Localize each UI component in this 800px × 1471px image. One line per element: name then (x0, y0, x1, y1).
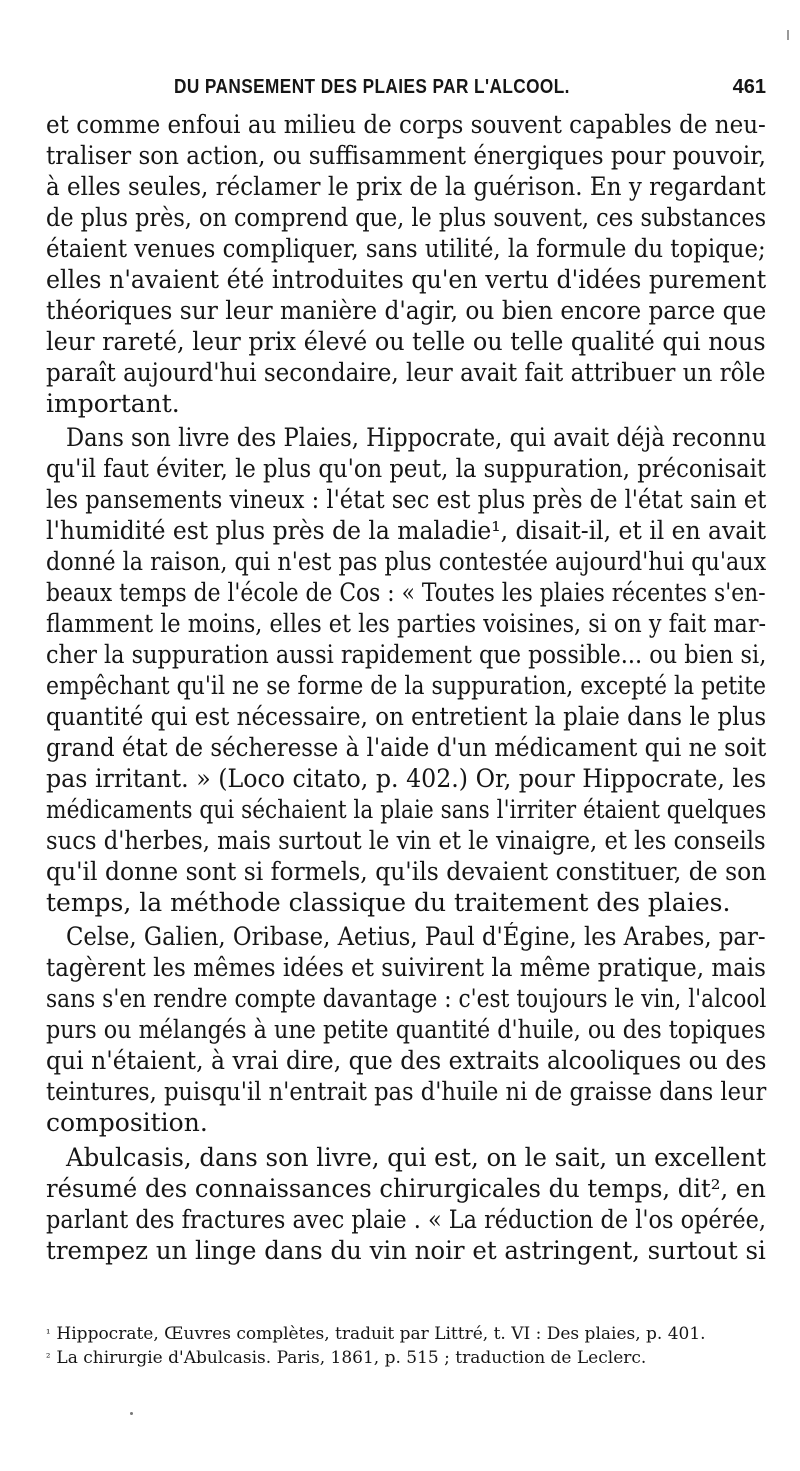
text-line: flamment le moins, elles et les parties voisines, si on y fait mar- (46, 609, 767, 638)
text-line: tagèrent les mêmes idées et suivirent la même pratique, mais (46, 953, 766, 982)
footnote-marker: ² (46, 1351, 51, 1364)
footnote (46, 1346, 766, 1370)
text-line: sucs d'herbes, mais surtout le vin et le vinaigre, et les conseils (46, 826, 766, 855)
text-line: purs ou mélangés à une petite quantité d'huile, ou des topiques (46, 1015, 766, 1044)
text-line: à elles seules, réclamer le prix de la guérison. En y regardant (46, 172, 766, 201)
text-line: Dans son livre des Plaies, Hippocrate, qui avait déjà reconnu (66, 423, 767, 452)
footnote (46, 1322, 766, 1346)
footnote-text: Hippocrate, Œuvres complètes, traduit par Littré, t. VI : Des plaies, p. 401. (56, 1324, 706, 1344)
text-line: Abulcasis, dans son livre, qui est, on le sait, un excellent (66, 1143, 766, 1172)
text-line: temps, la méthode classique du traitement des plaies. (46, 888, 731, 917)
text-line: résumé des connaissances chirurgicales du temps, dit², en (46, 1174, 766, 1203)
text-line: de plus près, on comprend que, le plus souvent, ces substances (46, 203, 767, 232)
text-line: empêchant qu'il ne se forme de la suppuration, excepté la petite (46, 671, 767, 700)
text-line: traliser son action, ou suffisamment énergiques pour pouvoir, (46, 141, 767, 170)
text-line: qui n'étaient, à vrai dire, que des extraits alcooliques ou des (46, 1046, 767, 1075)
text-line: théoriques sur leur manière d'agir, ou bien encore parce que (46, 296, 767, 325)
text-line: quantité qui est nécessaire, on entretient la plaie dans le plus (46, 702, 767, 731)
text-line: pas irritant. » (Loco citato, p. 402.) Or, pour Hippocrate, les (46, 764, 767, 793)
text-line: les pansements vineux : l'état sec est plus près de l'état sain et (46, 485, 767, 514)
text-line: trempez un linge dans du vin noir et astringent, surtout si (46, 1236, 766, 1265)
scan-mark (787, 30, 789, 40)
text-line: cher la suppuration aussi rapidement que possible... ou bien si, (46, 640, 767, 669)
scan-speck (130, 1412, 133, 1415)
footnote-marker: ¹ (46, 1327, 51, 1340)
text-line: donné la raison, qui n'est pas plus contestée aujourd'hui qu'aux (46, 547, 767, 576)
text-line: important. (46, 389, 180, 418)
running-head: DU PANSEMENT DES PLAIES PAR L'ALCOOL. (174, 76, 570, 98)
text-line: sans s'en rendre compte davantage : c'est toujours le vin, l'alcool (46, 984, 767, 1013)
text-line: leur rareté, leur prix élevé ou telle ou telle qualité qui nous (46, 327, 766, 356)
page-header (46, 74, 766, 104)
text-line: paraît aujourd'hui secondaire, leur avait fait attribuer un rôle (46, 358, 766, 387)
text-line: Celse, Galien, Oribase, Aetius, Paul d'Égine, les Arabes, par- (66, 922, 766, 951)
text-line: l'humidité est plus près de la maladie¹, disait-il, et il en avait (46, 516, 767, 545)
text-line: étaient venues compliquer, sans utilité, la formule du topique; (46, 234, 766, 263)
text-line: qu'il faut éviter, le plus qu'on peut, la suppuration, préconisait (46, 454, 767, 483)
text-line: elles n'avaient été introduites qu'en vertu d'idées purement (46, 265, 767, 294)
text-line: médicaments qui séchaient la plaie sans l'irriter étaient quelques (46, 795, 767, 824)
text-line: grand état de sécheresse à l'aide d'un médicament qui ne soit (46, 733, 767, 762)
footnote-text: La chirurgie d'Abulcasis. Paris, 1861, p. 515 ; traduction de Leclerc. (56, 1348, 647, 1368)
text-line: parlant des fractures avec plaie . « La réduction de l'os opérée, (46, 1205, 766, 1234)
text-line: qu'il donne sont si formels, qu'ils devaient constituer, de son (46, 857, 767, 886)
text-line: beaux temps de l'école de Cos : « Toutes les plaies récentes s'en- (46, 578, 766, 607)
text-line: et comme enfoui au milieu de corps souvent capables de neu- (46, 110, 766, 139)
text-line: teintures, puisqu'il n'entrait pas d'huile ni de graisse dans leur (46, 1077, 767, 1106)
text-line: composition. (46, 1108, 208, 1137)
page-number: 461 (732, 76, 766, 98)
